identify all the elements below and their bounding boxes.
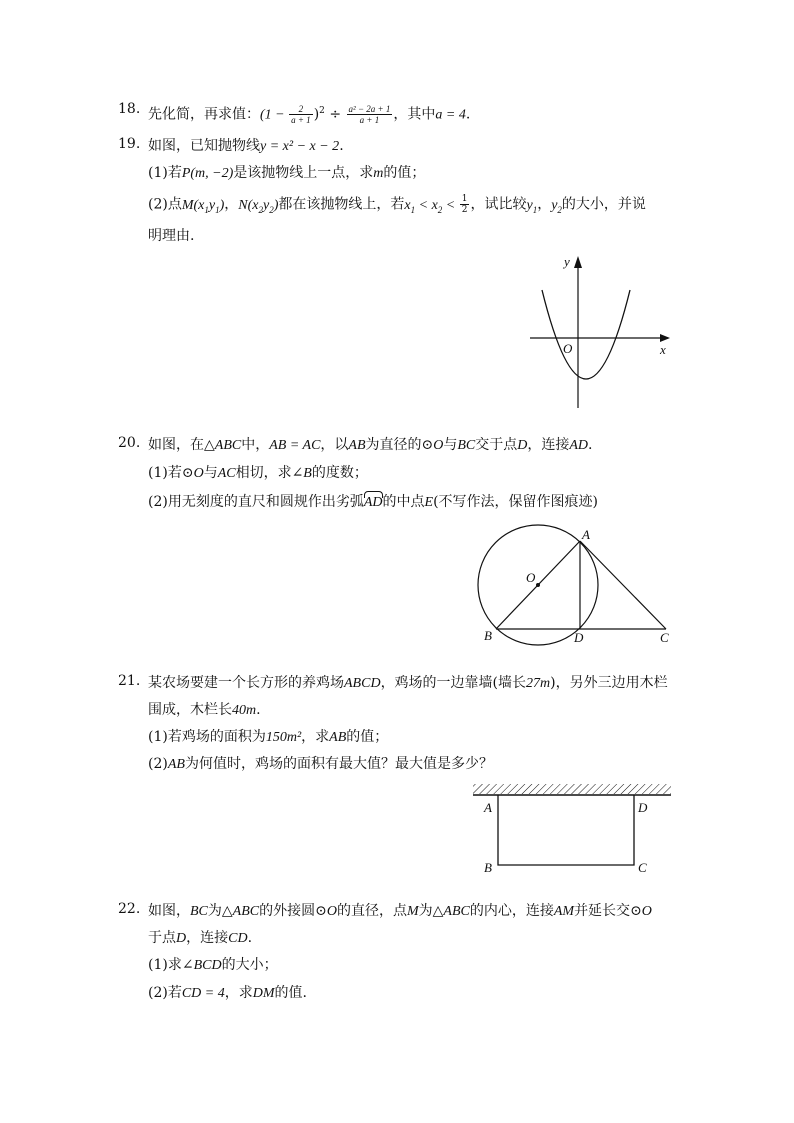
q20-triangle: △ABC: [204, 438, 242, 453]
q20-p1-ac: AC: [217, 466, 236, 481]
q19-origin-label: O: [563, 341, 573, 356]
q19-p2-c: ，试比较: [470, 196, 527, 213]
q20-circle: ⊙O: [421, 438, 444, 453]
q20-stem-b: 中，: [241, 437, 270, 453]
q19-number: 19.: [118, 136, 141, 152]
q21-part1: [148, 727, 388, 748]
q22-p2-a: (2)若: [148, 985, 182, 1001]
q20-p1-angle: ∠B: [291, 466, 312, 481]
q21-abcd: ABCD: [344, 676, 381, 691]
q21-p2-a: 为何值时，鸡场的面积有最大值？最大值是多少？: [184, 756, 493, 772]
q19-y-axis-arrow: [574, 256, 582, 268]
q21-p1-c: 的值；: [346, 729, 389, 745]
q19-point-n: $N(x_2y_2)$: [238, 197, 279, 215]
q18-frac2-num: a² − 2a + 1: [348, 104, 391, 115]
q22-triangle-1: △ABC: [221, 904, 260, 919]
q22-m: M: [406, 904, 419, 919]
q19-part2: [148, 194, 646, 219]
q20-equality: AB = AC: [269, 438, 321, 453]
q18-frac1-den: a + 1: [291, 115, 311, 126]
q22-p2-b: ，求: [224, 985, 253, 1001]
q20-p1-circle: ⊙O: [181, 466, 204, 481]
q20-p2-b: 的中点: [382, 494, 425, 510]
q21-p1-b: ，求: [301, 729, 330, 745]
q21-label-b: B: [484, 860, 492, 875]
q22-stem-b: 为: [207, 903, 222, 919]
q22-circle-1: ⊙O: [315, 904, 337, 919]
q20-ab: AB: [348, 438, 366, 453]
q22-triangle-2: △ABC: [432, 904, 470, 919]
q20-number: 20.: [118, 435, 141, 451]
q20-arc-ad: AD: [364, 493, 383, 513]
q20-p1-d: 的度数；: [311, 465, 368, 481]
q21-p2-ab: AB: [167, 757, 185, 772]
q20-stem-a: 如图，在: [148, 437, 204, 453]
q19-parabola-equation: y = x² − x − 2: [260, 139, 340, 154]
q20-stem-d: 为直径的: [365, 437, 422, 453]
q18-exponent: 2: [319, 106, 325, 116]
q19-point-p: P(m, −2): [181, 166, 234, 181]
q22-cont-d: D: [176, 931, 187, 946]
q22-stem-f: 的内心，连接: [469, 903, 554, 919]
q21-p1-area: 150m²: [265, 730, 302, 745]
q22-p2-c: 的值.: [274, 985, 307, 1001]
q21-p1-a: (1)若鸡场的面积为: [148, 729, 266, 745]
q22-stem-a: 如图，: [148, 903, 190, 919]
q20-label-b: B: [484, 628, 492, 643]
q20-p1-c: 相切，求: [235, 465, 292, 481]
q21-stem-a: 某农场要建一个长方形的养鸡场: [148, 675, 344, 691]
q20-label-c: C: [660, 630, 669, 645]
q22-circle-2: ⊙O: [630, 904, 652, 919]
q22-p1-b: 的大小；: [221, 957, 278, 973]
q19-stem: [148, 136, 344, 157]
q20-p1-a: (1)若: [148, 465, 182, 481]
q22-cont-a: 于点: [148, 930, 176, 946]
q18-part1-open: (1 −: [260, 107, 289, 123]
q19-part2-continued: 明理由.: [148, 228, 195, 244]
q18-part1-close: ): [313, 106, 320, 123]
q22-stem-e: 为: [418, 903, 433, 919]
q20-p2-c: (不写作法，保留作图痕迹): [433, 494, 599, 510]
q18-fraction-1: [289, 104, 313, 125]
q19-stem-a: 如图，已知抛物线: [148, 138, 260, 154]
q20-label-o: O: [526, 570, 536, 585]
q21-stem-b: ，鸡场的一边靠墙(墙长: [380, 675, 527, 691]
q22-stem-d: 的直径，点: [336, 903, 407, 919]
q22-stem-g: 并延长交: [574, 903, 631, 919]
q21-part2: [148, 754, 493, 775]
q18-number: 18.: [118, 101, 141, 117]
q18-divide: ÷: [324, 106, 346, 123]
q21-cont-end: .: [256, 702, 261, 718]
q21-label-a: A: [484, 800, 492, 815]
q20-d: D: [517, 438, 528, 453]
q22-part2: [148, 983, 307, 1004]
q20-stem-end: .: [588, 437, 593, 453]
q18-suffix: ，其中: [393, 106, 436, 123]
q18-fraction-2: [347, 104, 393, 125]
q19-p1-m: m: [373, 166, 384, 181]
q18-prefix: 先化简，再求值：: [148, 106, 260, 123]
q19-p1-a: (1)若: [148, 165, 182, 181]
q21-label-c: C: [638, 860, 647, 875]
q20-stem: [148, 435, 593, 456]
q22-stem-continued: [148, 928, 252, 949]
q20-p2-e: E: [424, 495, 434, 510]
q19-p2-sep: ，: [224, 196, 239, 213]
q21-label-d: D: [638, 800, 648, 815]
q19-y1: $y_1$: [526, 197, 538, 215]
q19-parabola-curve: [542, 290, 630, 379]
q22-part1: [148, 955, 278, 976]
q20-label-d: D: [574, 630, 584, 645]
q20-p1-b: 与: [203, 465, 218, 481]
q20-stem-e: 与: [443, 437, 458, 453]
q18-end: .: [465, 106, 471, 123]
q20-stem-f: 交于点: [475, 437, 518, 453]
q22-p2-eq: CD = 4: [181, 986, 225, 1001]
q22-cont-end: .: [247, 930, 253, 946]
q19-point-m: $M(x_1y_1)$: [181, 197, 225, 215]
q20-center-dot: [536, 583, 540, 587]
q21-wall-length: 27m: [526, 676, 551, 691]
q19-p1-c: 的值；: [383, 165, 426, 181]
q19-part1: [148, 163, 425, 184]
q19-x-label: x: [660, 342, 666, 357]
q22-stem-c: 的外接圆: [259, 903, 316, 919]
q18-frac1-num: 2: [289, 104, 313, 115]
q21-wall-hatch: [473, 784, 671, 794]
q21-p1-ab: AB: [329, 730, 347, 745]
q21-stem-c: )，另外三边用木栏: [550, 675, 668, 691]
q19-p2-comma: ，: [537, 196, 552, 213]
q20-stem-c: ，以: [320, 437, 349, 453]
q20-p2-a: (2)用无刻度的直尺和圆规作出劣弧: [148, 494, 364, 510]
q19-parabola-graph: [520, 250, 680, 415]
q21-number: 21.: [118, 673, 141, 689]
q18-frac2-den: a + 1: [359, 115, 380, 126]
q22-bc: BC: [190, 904, 208, 919]
q21-stem: [148, 673, 668, 694]
q21-fence-length: 40m: [232, 703, 257, 718]
q22-number: 22.: [118, 901, 141, 917]
q21-rectangle-figure: [470, 782, 675, 877]
q22-am: AM: [553, 904, 575, 919]
q19-y-label: y: [564, 254, 570, 269]
q21-cont-a: 围成，木栏长: [148, 702, 232, 718]
q19-x-axis-arrow: [660, 334, 670, 342]
q21-fence: [498, 795, 634, 865]
q18-text: [148, 101, 470, 126]
q19-inequality: $x_1 < x_2$ <: [404, 197, 459, 215]
q21-stem-continued: [148, 700, 261, 721]
q22-p1-angle: ∠BCD: [181, 958, 222, 973]
q19-p2-a: (2)点: [148, 196, 182, 213]
q19-stem-end: .: [339, 138, 344, 154]
q22-p2-dm: DM: [252, 986, 275, 1001]
q19-p2-d: 的大小，并说: [561, 196, 646, 213]
q20-bc: BC: [457, 438, 476, 453]
q22-cont-cd: CD: [228, 931, 248, 946]
q19-half-fraction: $\frac{1}{2}$: [461, 194, 468, 215]
q19-y2: $y_2$: [551, 197, 562, 215]
q20-label-a: A: [582, 527, 590, 542]
q22-stem: [148, 901, 652, 922]
q20-ad: AD: [569, 438, 589, 453]
q19-p2-b: 都在该抛物线上，若: [278, 196, 405, 213]
q20-circle-triangle-figure: [470, 525, 680, 650]
q22-p1-a: (1)求: [148, 957, 182, 973]
q18-condition: a = 4: [435, 107, 466, 123]
q20-stem-g: ，连接: [527, 437, 570, 453]
q21-p2-pre: (2): [148, 756, 168, 772]
q20-part1: [148, 463, 368, 484]
q20-part2: [148, 492, 598, 513]
q20-segment-ac: [580, 541, 666, 629]
q19-p1-b: 是该抛物线上一点，求: [233, 165, 374, 181]
q22-cont-b: ，连接: [186, 930, 229, 946]
